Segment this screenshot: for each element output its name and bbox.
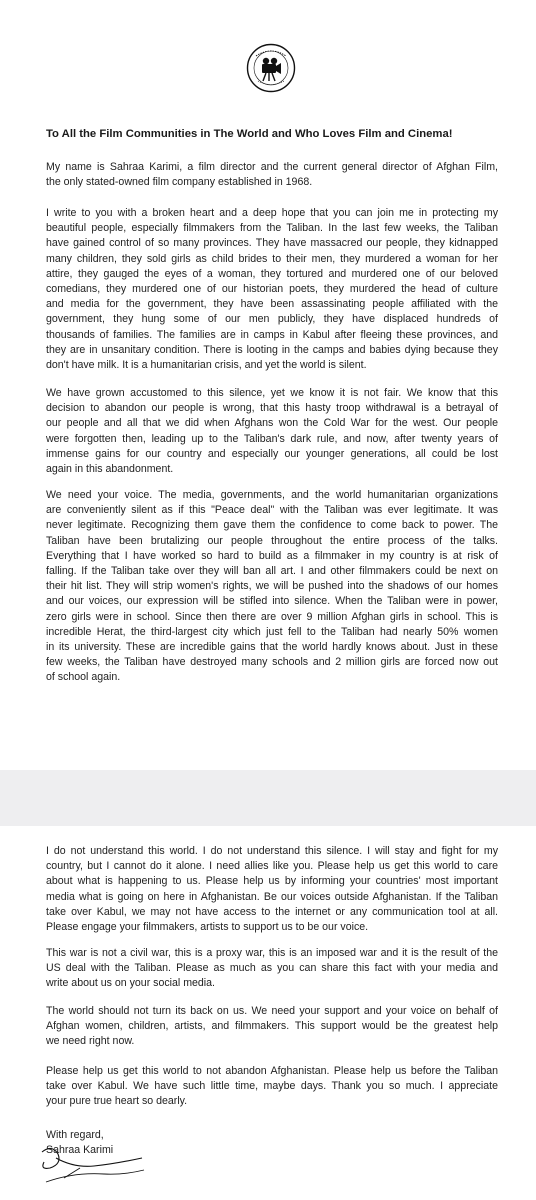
text-line: they are in unsanitary condition. There is looting in the camps and babies dying because they xyxy=(46,343,498,356)
text-line: have gained control of so many provinces. They have massacred our people, they kidnapped xyxy=(46,237,498,250)
text-line: about what is happening to us. Please help us by informing your countries' most important xyxy=(46,875,498,888)
text-line: media what is going on here in Afghanistan. Be our voices outside Afghanistan. If the Taliban xyxy=(46,890,498,903)
text-line: incredible Herat, the third-largest city which just fell to the Taliban had nearly 50% women xyxy=(46,625,498,638)
text-line: were forgotten then, leading up to the Taliban's dark rule, and now, after twenty years of xyxy=(46,432,498,445)
text-line: and our voices, our expression will be stifled into silence. When the Taliban were in power, xyxy=(46,595,498,608)
text-line: of school again. xyxy=(46,671,121,684)
text-line: immense gains for our country and especially our younger generations, all could be lost xyxy=(46,447,498,460)
text-line: again in this abandonment. xyxy=(46,463,174,476)
text-line: take over Kabul, we may not have access to the internet or any communication tool at all. xyxy=(46,905,498,918)
text-line: attire, they gauged the eyes of a woman, they tortured and murdered one of our beloved xyxy=(46,267,498,280)
text-line: and media for the government, they have been assassinating people affiliated with the xyxy=(46,298,498,311)
text-line: We have grown accustomed to this silence, yet we know it is not fair. We know that this xyxy=(46,387,498,399)
text-line: their hit list. They will strip women's rights, we will be pushed into the shadows of our homes xyxy=(46,580,498,593)
text-line: Afghan women, children, artists, and filmmakers. This support would be the greatest help xyxy=(46,1020,498,1033)
paragraph-silence xyxy=(46,386,498,477)
text-line: are conveniently silent as if this "Peace deal" with the Taliban was ever legitimate. It was xyxy=(46,504,498,517)
text-line: your pure true heart so dearly. xyxy=(46,1095,188,1108)
text-line: We need your voice. The media, governments, and the world humanitarian organizations xyxy=(46,489,498,501)
text-line: Please engage your filmmakers, artists to support us to be our voice. xyxy=(46,921,369,934)
text-line: our people and all that we did when Afghans won the Cold War for the west. Our people xyxy=(46,417,498,430)
text-line: Taliban have been brutalizing our people throughout the entire process of the talks. xyxy=(46,534,498,547)
text-line: decision to abandon our people is wrong, that this hasty troop withdrawal is a betrayal of xyxy=(46,402,498,415)
handwritten-signature-icon xyxy=(34,1138,154,1188)
text-line: in its university. These are incredible gains that the world hardly knows about. Just in these xyxy=(46,641,498,654)
text-line: few weeks, the Taliban have destroyed many schools and 2 million girls are forced now out xyxy=(46,656,498,669)
text-line: falling. If the Taliban take over they will ban all art. I and other filmmakers could be next on xyxy=(46,565,498,578)
paragraph-appeal xyxy=(46,1064,498,1110)
text-line: The world should not turn its back on us. We need your support and your voice on behalf of xyxy=(46,1005,498,1017)
closing-regards: With regard, xyxy=(46,1129,104,1141)
text-line: many children, they sold girls as child brides to their men, they murdered a woman for her xyxy=(46,252,498,265)
text-line: comedians, they murdered one of our historian poets, they murdered the head of culture xyxy=(46,283,498,296)
text-line: I do not understand this world. I do not understand this silence. I will stay and fight for my xyxy=(46,845,498,857)
paragraph-broken-heart xyxy=(46,206,498,373)
text-line: zero girls were in school. Since then there are over 9 million Afghan girls in school. This is xyxy=(46,610,498,623)
afghan-film-logo-icon xyxy=(246,43,296,93)
page-separator xyxy=(0,770,536,826)
text-line: I write to you with a broken heart and a deep hope that you can join me in protecting my xyxy=(46,207,498,219)
text-line: write about us on your social media. xyxy=(46,977,215,990)
text-line: never legitimate. Recognizing them gave them the confidence to come back to power. The xyxy=(46,519,498,532)
text-line: Everything that I have worked so hard to build as a filmmaker in my country is at risk of xyxy=(46,549,498,562)
paragraph-need-voice xyxy=(46,488,498,686)
text-line: we need right now. xyxy=(46,1035,135,1048)
text-line: US deal with the Taliban. Please as much as you can share this fact with your media and xyxy=(46,962,498,975)
text-line: don't have milk. It is a humanitarian crisis, and yet the world is silent. xyxy=(46,359,367,372)
text-line: This war is not a civil war, this is a proxy war, this is an imposed war and it is the result of the xyxy=(46,947,498,959)
signer-name: Sahraa Karimi xyxy=(46,1144,114,1157)
text-line: beautiful people, especially filmmakers from the Taliban. In the last few weeks, the Taliban xyxy=(46,222,498,235)
text-line: Please help us get this world to not abandon Afghanistan. Please help us before the Taliban xyxy=(46,1065,498,1077)
text-line: the only stated-owned film company established in 1968. xyxy=(46,176,313,189)
text-line: thousands of families. The families are in camps in Kabul after fleeing these provinces, and xyxy=(46,328,498,341)
paragraph-do-not-understand xyxy=(46,844,498,935)
text-line: country, but I cannot do it alone. I need allies like you. Please help us get this world to care xyxy=(46,860,498,873)
paragraph-support xyxy=(46,1004,498,1050)
text-line: My name is Sahraa Karimi, a film director and the current general director of Afghan Film, xyxy=(46,161,498,173)
text-line: take over Kabul. We have such little time, maybe days. Thank you so much. I appreciate xyxy=(46,1080,498,1093)
text-line: government, they hung some of our men publicly, they have displaced hundreds of xyxy=(46,313,498,326)
letter-heading: To All the Film Communities in The World and Who Loves Film and Cinema! xyxy=(46,128,453,140)
paragraph-intro xyxy=(46,160,498,190)
paragraph-proxy-war xyxy=(46,946,498,992)
